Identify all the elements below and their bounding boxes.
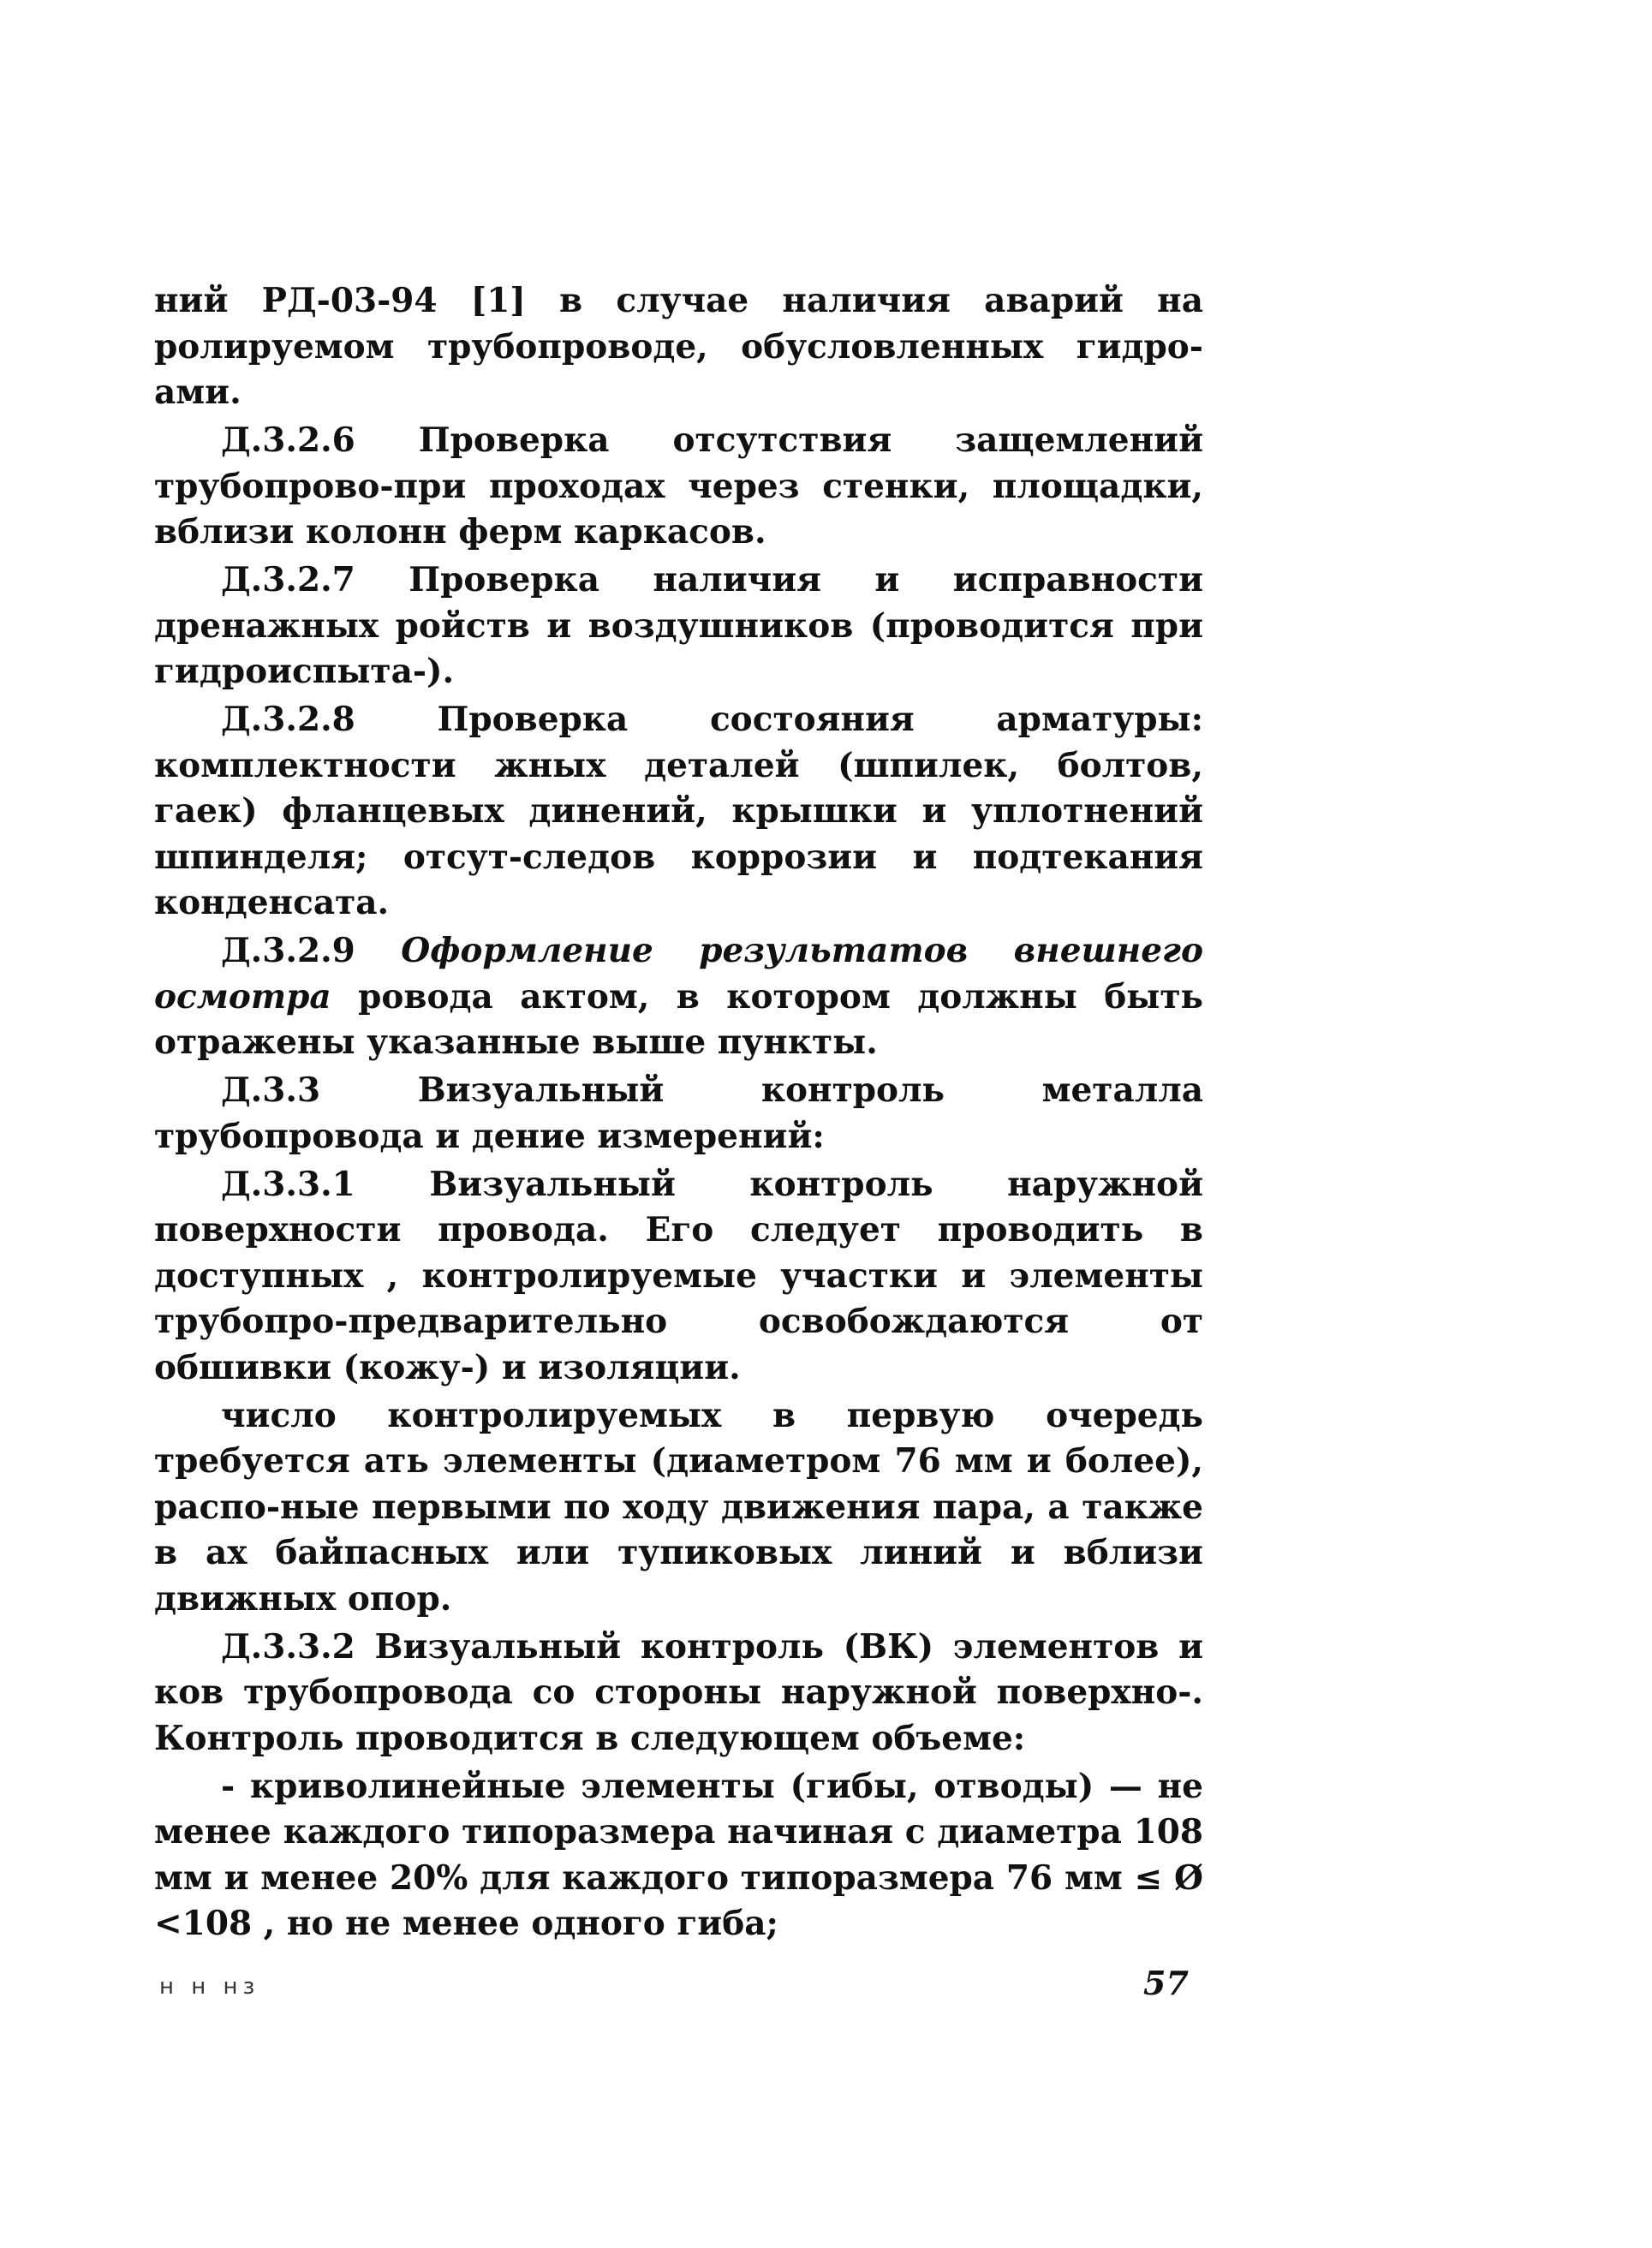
paragraph-text: Проверка состояния арматуры: комплектности жных деталей (шпилек, болтов, гаек) фланцевых динений, крышки и уплотнений шпинделя; отсут-следов коррозии и подтекания конденсата. xyxy=(154,700,1203,922)
paragraph-text: Проверка наличия и исправности дренажных ройств и воздушников (проводится при гидроиспыта-). xyxy=(154,560,1203,691)
paragraph-d3-2-8 xyxy=(154,697,1203,927)
paragraph-text: ний РД-03-94 [1] в случае наличия аварий на ролируемом трубопроводе, обусловленных гидро-ами. xyxy=(154,281,1203,412)
paragraph-d3-2-7 xyxy=(154,558,1203,695)
section-number: Д.3.2.7 xyxy=(221,560,355,599)
paragraph-d3-3-2 xyxy=(154,1625,1203,1762)
paragraph-text: Визуальный контроль металла трубопровода и дение измерений: xyxy=(154,1070,1203,1156)
footer-print-mark: н н нз xyxy=(159,1974,260,2000)
paragraph-d3-3-1 xyxy=(154,1162,1203,1392)
paragraph-d3-2-6 xyxy=(154,418,1203,556)
section-number: Д.3.2.9 xyxy=(221,931,355,970)
document-body xyxy=(154,278,1203,1949)
section-number: Д.3.3.2 xyxy=(221,1626,355,1667)
section-heading-d3-3 xyxy=(154,1068,1203,1160)
section-number: Д.3.2.6 xyxy=(221,420,355,460)
paragraph-continuation xyxy=(154,278,1203,416)
paragraph-text: - криволинейные элементы (гибы, отводы) — не менее каждого типоразмера начиная с диаметра 108 мм и менее 20% для каждого типоразмера 76 мм ≤ Ø <108 , но не менее одного гиба; xyxy=(154,1766,1203,1943)
paragraph-italic-heading: Оформление результатов внешнего осмотра xyxy=(154,931,1203,1017)
list-item-curved-elements xyxy=(154,1764,1203,1947)
page-number: 57 xyxy=(1143,1964,1189,2002)
paragraph-text: Проверка отсутствия защемлений трубопрово-при проходах через стенки, площадки, вблизи колонн ферм каркасов. xyxy=(154,420,1203,552)
paragraph-plain xyxy=(154,1393,1203,1623)
section-number: Д.3.3.1 xyxy=(221,1164,355,1204)
section-number: Д.3.2.8 xyxy=(221,700,355,739)
paragraph-text: Визуальный контроль наружной поверхности провода. Его следует проводить в доступных , контролируемые участки и элементы трубопро-предварительно освобождаются от обшивки (кожу-) и изоляции. xyxy=(154,1164,1203,1387)
paragraph-text: Визуальный контроль (ВК) элементов и ков трубопровода со стороны наружной поверхно-. Контроль проводится в следующем объеме: xyxy=(154,1626,1203,1758)
section-number: Д.3.3 xyxy=(221,1070,321,1110)
paragraph-text: ровода актом, в котором должны быть отражены указанные выше пункты. xyxy=(154,976,1203,1062)
paragraph-text: число контролируемых в первую очередь требуется ать элементы (диаметром 76 мм и более), распо-ные первыми по ходу движения пара, а также в ах байпасных или тупиковых линий и вблизи движных опор. xyxy=(154,1395,1203,1619)
paragraph-d3-2-9 xyxy=(154,928,1203,1066)
